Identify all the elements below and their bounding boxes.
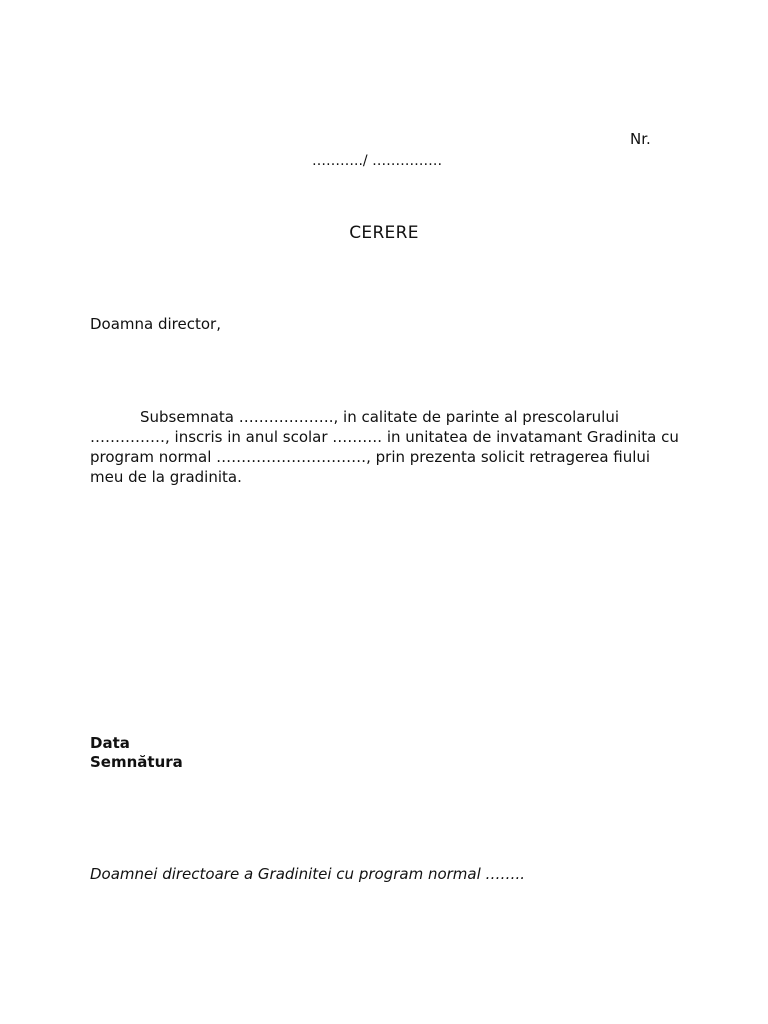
signature-label: Semnătura — [90, 753, 183, 771]
registration-number-blank: ………../ …………… — [312, 153, 443, 169]
registration-number-label: Nr. — [630, 130, 651, 148]
addressee-line: Doamnei directoare a Gradinitei cu program normal …….. — [90, 865, 526, 883]
date-label: Data — [90, 734, 130, 752]
request-body-paragraph: Subsemnata ………………., in calitate de parinte al prescolarului ……………, inscris in anul scolar ………. in unitatea de invatamant Gradinita cu program normal …………………………, prin prezenta solicit retragerea fiului meu de la gradinita. — [90, 408, 679, 486]
document-title: CERERE — [349, 223, 419, 243]
salutation: Doamna director, — [90, 315, 221, 333]
